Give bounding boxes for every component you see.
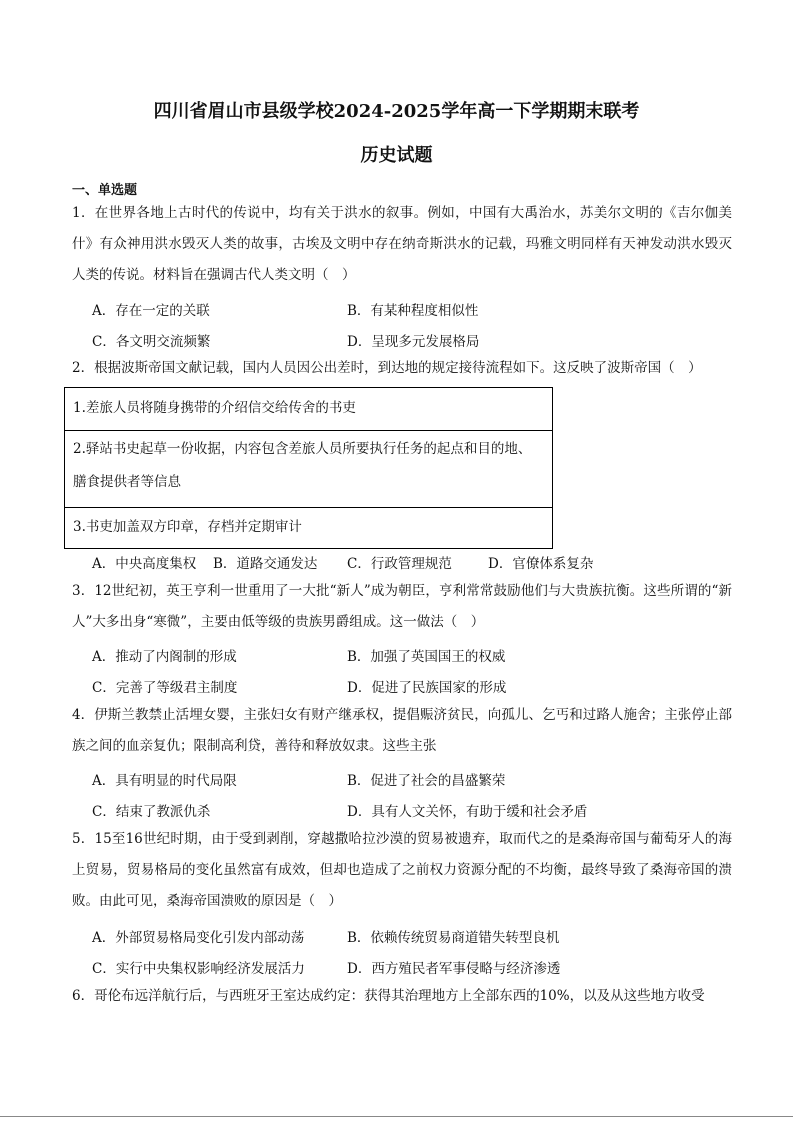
question-2-table xyxy=(64,387,553,549)
table-row-2: 2.驿站书史起草一份收据，内容包含差旅人员所要执行任务的起点和目的地、膳食提供者等信息 xyxy=(65,431,552,508)
question-4-stem: 4．伊斯兰教禁止活埋女婴，主张妇女有财产继承权，提倡赈济贫民，向孤儿、乞丐和过路人施舍；主张停止部族之间的血亲复仇；限制高利贷，善待和释放奴隶。这些主张 xyxy=(72,707,732,754)
question-3-stem: 3．12世纪初，英王亨利一世重用了一大批“新人”成为朝臣，亨利常常鼓励他们与大贵族抗衡。这些所谓的“新人”大多出身“寒微”，主要由低等级的贵族男爵组成。这一做法（ ） xyxy=(72,583,732,630)
table-row-1: 1.差旅人员将随身携带的介绍信交给传舍的书吏 xyxy=(65,388,552,431)
question-1-stem: 1．在世界各地上古时代的传说中，均有关于洪水的叙事。例如，中国有大禹治水，苏美尔文明的《吉尔伽美什》有众神用洪水毁灭人类的故事，古埃及文明中存在纳奇斯洪水的记载，玛雅文明同样有天神发动洪水毁灭人类的传说。材料旨在强调古代人类文明（ ） xyxy=(72,205,732,283)
question-1-option-c: C．各文明交流频繁 xyxy=(92,334,211,350)
question-1-option-a: A．存在一定的关联 xyxy=(92,303,210,319)
question-2-stem: 2．根据波斯帝国文献记载，国内人员因公出差时，到达地的规定接待流程如下。这反映了波斯帝国（ ） xyxy=(72,360,702,376)
question-4-option-c: C．结束了教派仇杀 xyxy=(92,804,211,820)
exam-title: 四川省眉山市县级学校2024-2025学年高一下学期期末联考 xyxy=(153,101,640,122)
page-bottom-divider xyxy=(0,1116,793,1117)
question-5-option-b: B．依赖传统贸易商道错失转型良机 xyxy=(347,930,560,946)
question-5-option-a: A．外部贸易格局变化引发内部动荡 xyxy=(92,930,305,946)
table-row-3: 3.书吏加盖双方印章，存档并定期审计 xyxy=(73,519,302,535)
question-2-option-c: C．行政管理规范 xyxy=(347,556,452,572)
question-4-option-a: A．具有明显的时代局限 xyxy=(92,773,237,789)
question-3-option-a: A．推动了内阁制的形成 xyxy=(92,649,237,665)
question-2-option-b: B．道路交通发达 xyxy=(213,556,318,572)
question-5-option-d: D．西方殖民者军事侵略与经济渗透 xyxy=(347,961,561,977)
question-1-option-d: D．呈现多元发展格局 xyxy=(347,334,480,350)
question-1-option-b: B．有某种程度相似性 xyxy=(347,303,479,319)
question-6-stem: 6．哥伦布远洋航行后，与西班牙王室达成约定：获得其治理地方上全部东西的10%，以及从这些地方收受 xyxy=(72,988,705,1004)
question-2-option-d: D．官僚体系复杂 xyxy=(488,556,594,572)
question-4-option-b: B．促进了社会的昌盛繁荣 xyxy=(347,773,506,789)
question-5-stem: 5．15至16世纪时期，由于受到剥削，穿越撒哈拉沙漠的贸易被遗弃，取而代之的是桑海帝国与葡萄牙人的海上贸易，贸易格局的变化虽然富有成效，但却也造成了之前权力资源分配的不均衡，最终导致了桑海帝国的溃败。由此可见，桑海帝国溃败的原因是（ ） xyxy=(72,831,732,909)
section-heading: 一、单选题 xyxy=(72,183,138,198)
question-3-option-c: C．完善了等级君主制度 xyxy=(92,680,238,696)
question-4-option-d: D．具有人文关怀，有助于缓和社会矛盾 xyxy=(347,804,588,820)
question-3-option-d: D．促进了民族国家的形成 xyxy=(347,680,507,696)
question-2-option-a: A．中央高度集权 xyxy=(92,556,197,572)
question-3-option-b: B．加强了英国国王的权威 xyxy=(347,649,506,665)
exam-subject-title: 历史试题 xyxy=(360,145,433,166)
question-5-option-c: C．实行中央集权影响经济发展活力 xyxy=(92,961,305,977)
